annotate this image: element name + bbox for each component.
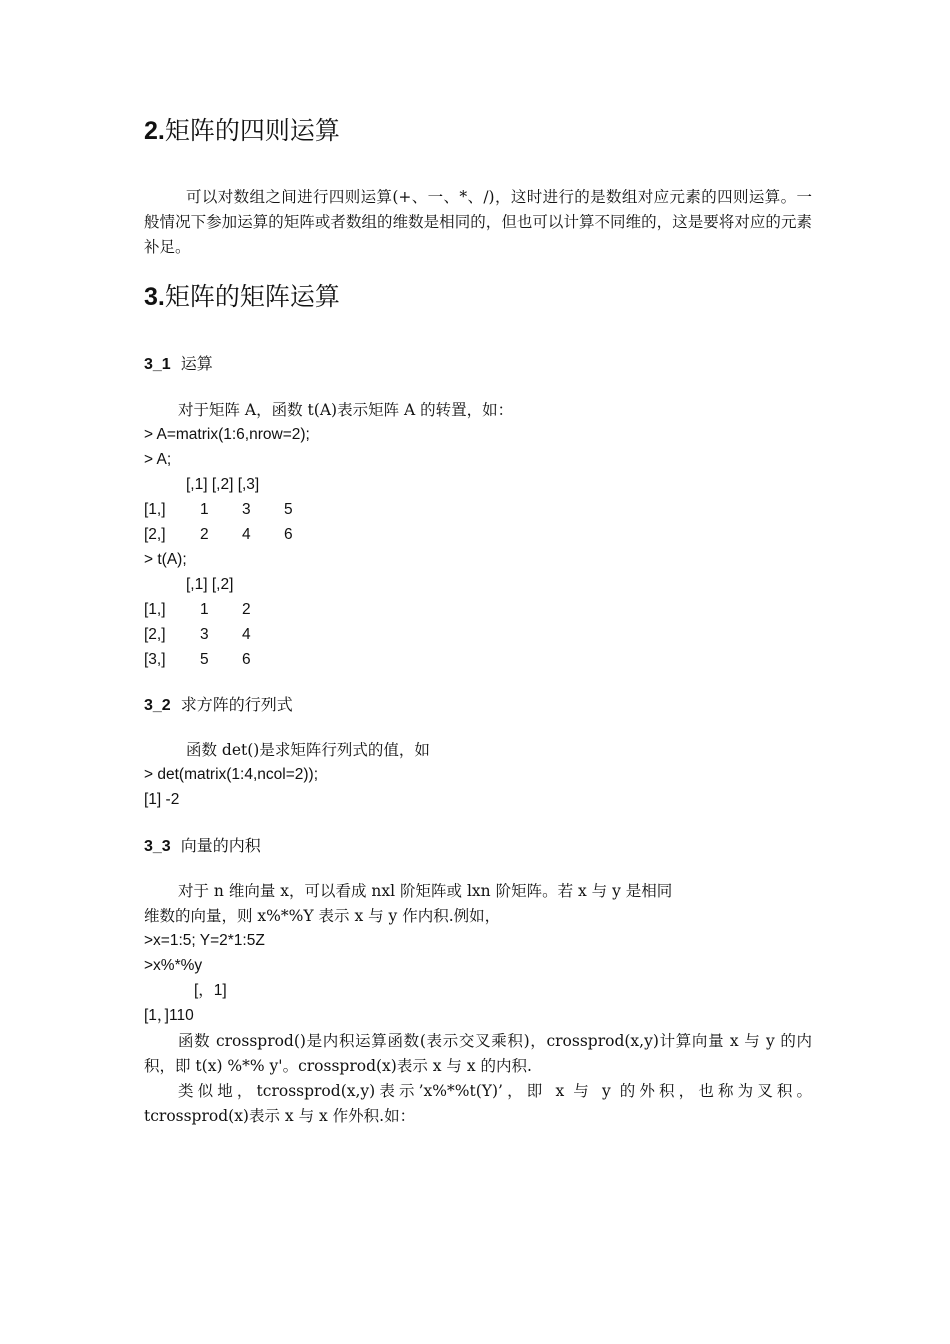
matrix-cell: 2 [200,526,209,543]
code-line: >x%*%y [144,957,203,974]
row-label: [1,] [144,501,166,518]
row-label: [2,] [144,526,166,543]
subsection-3-1-heading [144,353,213,376]
section-title: 矩阵的矩阵运算 [164,282,340,311]
subsection-number: 3_2 [144,697,171,714]
matrix-cell: 1 [200,601,209,618]
matrix-cell: 4 [242,526,251,543]
matrix-cell: 6 [284,526,293,543]
code-line: >x=1:5; Y=2*1:5Z [144,932,265,949]
subsection-title: 求方阵的行列式 [180,695,293,714]
code-line: > A=matrix(1:6,nrow=2); [144,426,310,443]
crossprod-paragraph: 函数 crossprod()是内积运算函数(表示交叉乘积)，crossprod(x,y)计算向量 x 与 y 的内积，即 t(x) %*% y'。crossprod(x)表示 x 与 x 的内积. [144,1032,812,1075]
subsection-3-2-heading [144,694,293,717]
section-2-heading [144,114,340,148]
transpose-intro: 对于矩阵 A，函数 t(A)表示矩阵 A 的转置，如： [178,401,514,419]
section-number: 2. [144,117,165,145]
matrix-cell: 3 [242,501,251,518]
matrix-header: [，1] [194,982,227,999]
matrix-cell: 5 [200,651,209,668]
matrix-cell: 2 [242,601,251,618]
section-3-heading [144,280,340,314]
matrix-cell: 6 [242,651,251,668]
section-title: 矩阵的四则运算 [164,116,340,145]
code-output: [1，]110 [144,1007,194,1024]
section-number: 3. [144,283,165,311]
det-intro: 函数 det()是求矩阵行列式的值，如 [186,741,430,759]
tcrossprod-paragraph: 类似地，tcrossprod(x,y)表示’x%*%t(Y)’，即 x 与 y 的外积，也称为叉积。tcrossprod(x)表示 x 与 x 作外积.如： [144,1082,812,1125]
matrix-header: [,1] [,2] [186,576,234,593]
matrix-header: [,1] [,2] [,3] [186,476,260,493]
inner-product-line-2: 维数的向量，则 x%*%Y 表示 x 与 y 作内积.例如， [144,907,501,925]
matrix-cell: 5 [284,501,293,518]
code-line: > det(matrix(1:4,ncol=2)); [144,766,319,783]
subsection-number: 3_1 [144,356,171,373]
code-line: > A; [144,451,172,468]
matrix-cell: 3 [200,626,209,643]
subsection-number: 3_3 [144,838,171,855]
row-label: [2,] [144,626,166,643]
row-label: [1,] [144,601,166,618]
matrix-cell: 1 [200,501,209,518]
row-label: [3,] [144,651,166,668]
subsection-title: 运算 [180,354,213,373]
code-line: > t(A); [144,551,187,568]
subsection-3-3-heading [144,835,261,858]
subsection-title: 向量的内积 [180,836,261,855]
inner-product-line-1: 对于 n 维向量 x，可以看成 nxl 阶矩阵或 lxn 阶矩阵。若 x 与 y 是相同 [178,882,673,900]
matrix-cell: 4 [242,626,251,643]
code-output: [1] -2 [144,791,180,808]
paragraph-arithmetic: 可以对数组之间进行四则运算(+、一、*、/)，这时进行的是数组对应元素的四则运算。一般情况下参加运算的矩阵或者数组的维数是相同的，但也可以计算不同维的，这是要将对应的元素补足。 [144,188,812,256]
